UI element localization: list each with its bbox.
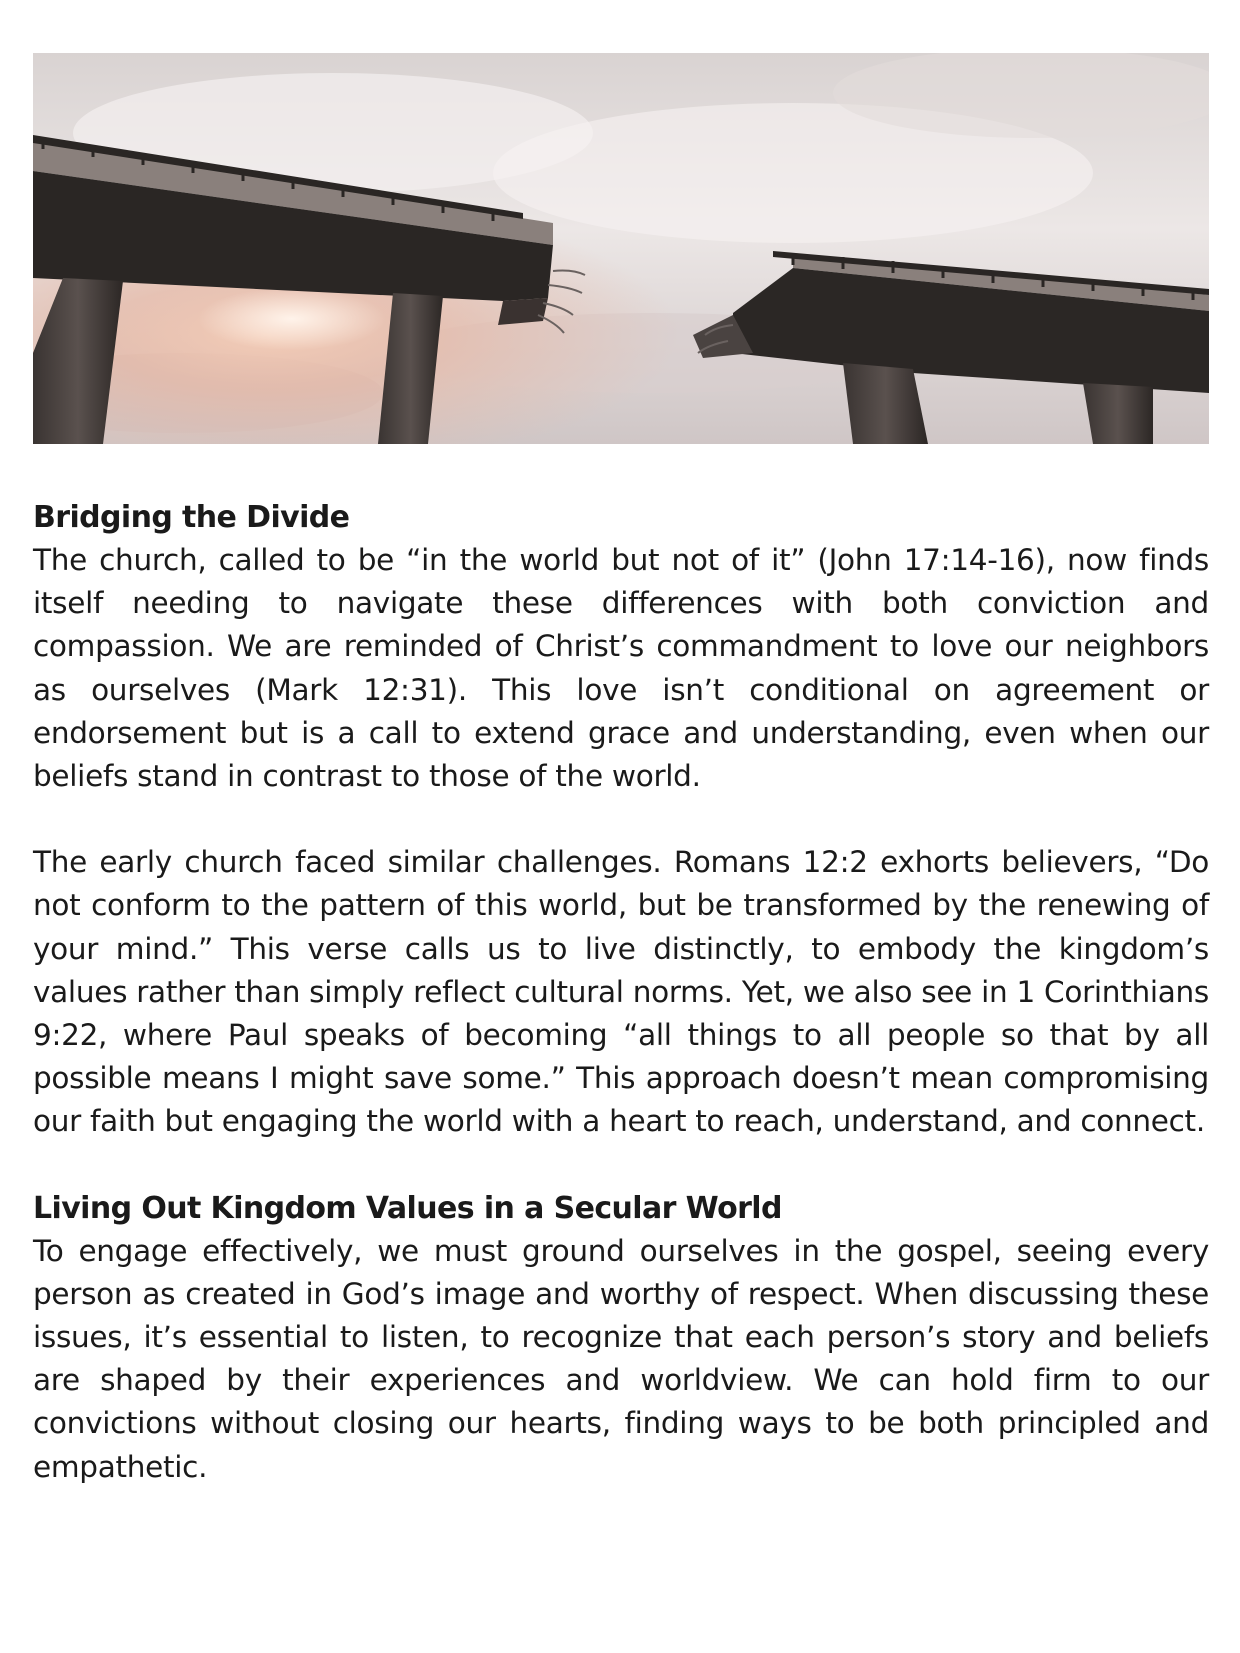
- section-heading-kingdom-values: Living Out Kingdom Values in a Secular World: [33, 1190, 782, 1226]
- paragraph-early-church: The early church faced similar challenges. Romans 12:2 exhorts believers, “Do not conform to the pattern of this world, but be transformed by the renewing of your mind.” This verse calls us to live distinctly, to embody the kingdom’s values rather than simply reflect cultural norms. Yet, we also see in 1 Corinthians 9:22, where Paul speaks of becoming “all things to all people so that by all possible means I might save some.” This approach doesn’t mean compromising our faith but engaging the world with a heart to reach, understand, and connect.: [33, 845, 1209, 1139]
- paragraph-engage-effectively: To engage effectively, we must ground ourselves in the gospel, seeing every person as created in God’s image and worthy of respect. When discussing these issues, it’s essential to listen, to recognize that each person’s story and beliefs are shaped by their experiences and worldview. We can hold firm to our convictions without closing our hearts, finding ways to be both principled and empathetic.: [33, 1233, 1209, 1484]
- section-heading-bridging-the-divide: Bridging the Divide: [33, 500, 350, 535]
- hero-image-broken-bridge: [33, 53, 1209, 444]
- paragraph-spacer: [33, 798, 1209, 841]
- paragraph-church-in-the-world: The church, called to be “in the world but not of it” (John 17:14-16), now finds itself needing to navigate these differences with both conviction and compassion. We are reminded of Christ’s commandment to love our neighbors as ourselves (Mark 12:31). This love isn’t conditional on agreement or endorsement but is a call to extend grace and understanding, even when our beliefs stand in contrast to those of the world.: [33, 543, 1209, 794]
- article-body: [33, 496, 1209, 1489]
- broken-bridge-illustration: [33, 53, 1209, 444]
- section-spacer: [33, 1144, 1209, 1187]
